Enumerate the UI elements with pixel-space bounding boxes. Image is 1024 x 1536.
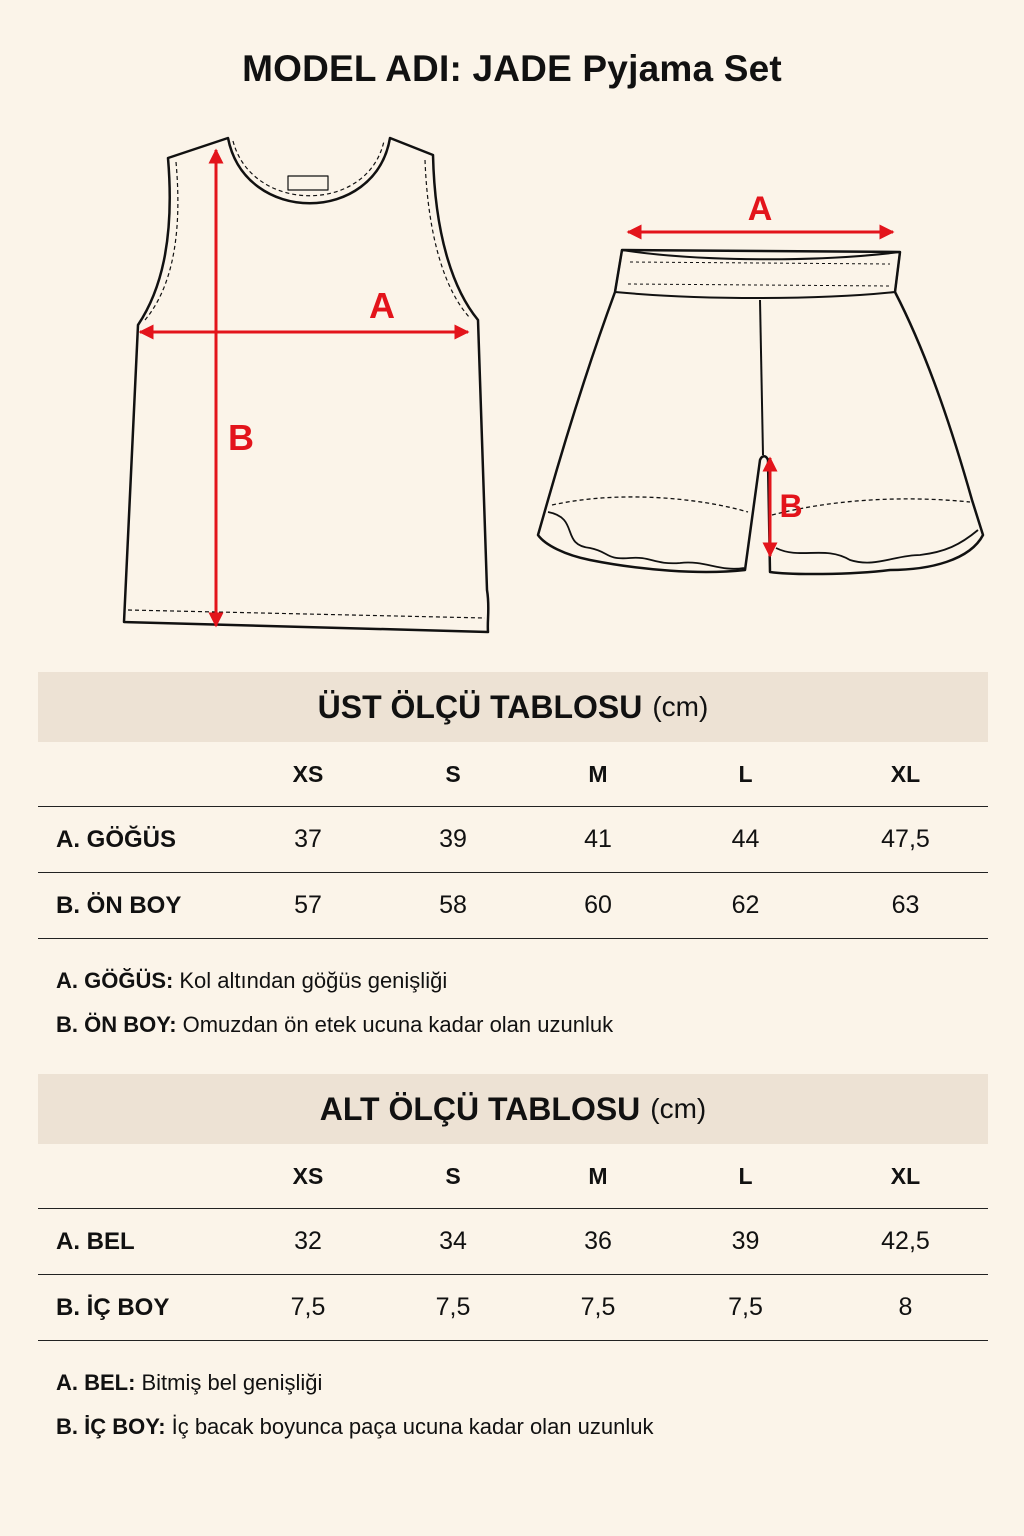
- size-header: M: [528, 742, 668, 807]
- bottom-size-section: [38, 1074, 988, 1449]
- note-key: B. ÖN BOY:: [56, 1012, 177, 1037]
- shorts-label-b: B: [779, 488, 803, 524]
- row-label: B. ÖN BOY: [38, 873, 238, 939]
- row-label: A. GÖĞÜS: [38, 807, 238, 873]
- shorts-label-a: A: [747, 190, 773, 228]
- table-cell: 63: [823, 873, 988, 939]
- bottom-table-title: ALT ÖLÇÜ TABLOSU: [319, 1090, 641, 1127]
- top-table-unit: (cm): [652, 691, 709, 722]
- size-header: S: [378, 742, 528, 807]
- note-key: A. GÖĞÜS:: [56, 968, 174, 993]
- row-label: A. BEL: [38, 1209, 238, 1275]
- note-key: A. BEL:: [56, 1370, 136, 1395]
- size-header: XL: [823, 742, 988, 807]
- table-cell: 42,5: [823, 1209, 988, 1275]
- note-item: [56, 1361, 988, 1405]
- garment-illustrations: [0, 120, 1024, 660]
- table-cell: 34: [378, 1209, 528, 1275]
- table-header-row: [38, 742, 988, 807]
- top-size-section: [38, 672, 988, 1047]
- table-cell: 41: [528, 807, 668, 873]
- note-key: B. İÇ BOY:: [56, 1414, 166, 1439]
- note-item: [56, 959, 988, 1003]
- header-blank: [38, 742, 238, 807]
- table-cell: 39: [378, 807, 528, 873]
- table-cell: 57: [238, 873, 378, 939]
- top-table-notes: [38, 959, 988, 1047]
- table-cell: 58: [378, 873, 528, 939]
- table-cell: 32: [238, 1209, 378, 1275]
- table-cell: 44: [668, 807, 823, 873]
- note-text: Bitmiş bel genişliği: [141, 1370, 323, 1395]
- top-table-title-band: [38, 672, 988, 742]
- tank-label-a: A: [369, 285, 395, 326]
- table-cell: 60: [528, 873, 668, 939]
- table-header-row: [38, 1144, 988, 1209]
- table-cell: 7,5: [238, 1275, 378, 1341]
- size-header: M: [528, 1144, 668, 1209]
- table-cell: 36: [528, 1209, 668, 1275]
- table-row: [38, 1275, 988, 1341]
- size-header: L: [668, 742, 823, 807]
- table-cell: 47,5: [823, 807, 988, 873]
- note-text: Omuzdan ön etek ucuna kadar olan uzunluk: [182, 1012, 614, 1037]
- table-row: [38, 807, 988, 873]
- size-header: XS: [238, 1144, 378, 1209]
- size-header: L: [668, 1144, 823, 1209]
- note-item: [56, 1003, 988, 1047]
- note-item: [56, 1405, 988, 1449]
- size-header: S: [378, 1144, 528, 1209]
- tank-label-b: B: [228, 417, 254, 458]
- table-cell: 62: [668, 873, 823, 939]
- top-size-table: [38, 742, 988, 939]
- note-text: İç bacak boyunca paça ucuna kadar olan uzunluk: [171, 1414, 654, 1439]
- bottom-table-title-band: [38, 1074, 988, 1144]
- table-cell: 8: [823, 1275, 988, 1341]
- table-cell: 39: [668, 1209, 823, 1275]
- bottom-table-notes: [38, 1361, 988, 1449]
- row-label: B. İÇ BOY: [38, 1275, 238, 1341]
- table-row: [38, 873, 988, 939]
- header-blank: [38, 1144, 238, 1209]
- shorts-drawing: [538, 250, 983, 574]
- size-header: XS: [238, 742, 378, 807]
- tank-top-drawing: [124, 138, 488, 632]
- table-cell: 37: [238, 807, 378, 873]
- top-table-title: ÜST ÖLÇÜ TABLOSU: [317, 688, 643, 725]
- table-row: [38, 1209, 988, 1275]
- note-text: Kol altından göğüs genişliği: [179, 968, 448, 993]
- table-cell: 7,5: [528, 1275, 668, 1341]
- page-title: MODEL ADI: JADE Pyjama Set: [242, 48, 782, 89]
- bottom-size-table: [38, 1144, 988, 1341]
- table-cell: 7,5: [668, 1275, 823, 1341]
- size-header: XL: [823, 1144, 988, 1209]
- table-cell: 7,5: [378, 1275, 528, 1341]
- bottom-table-unit: (cm): [650, 1093, 707, 1124]
